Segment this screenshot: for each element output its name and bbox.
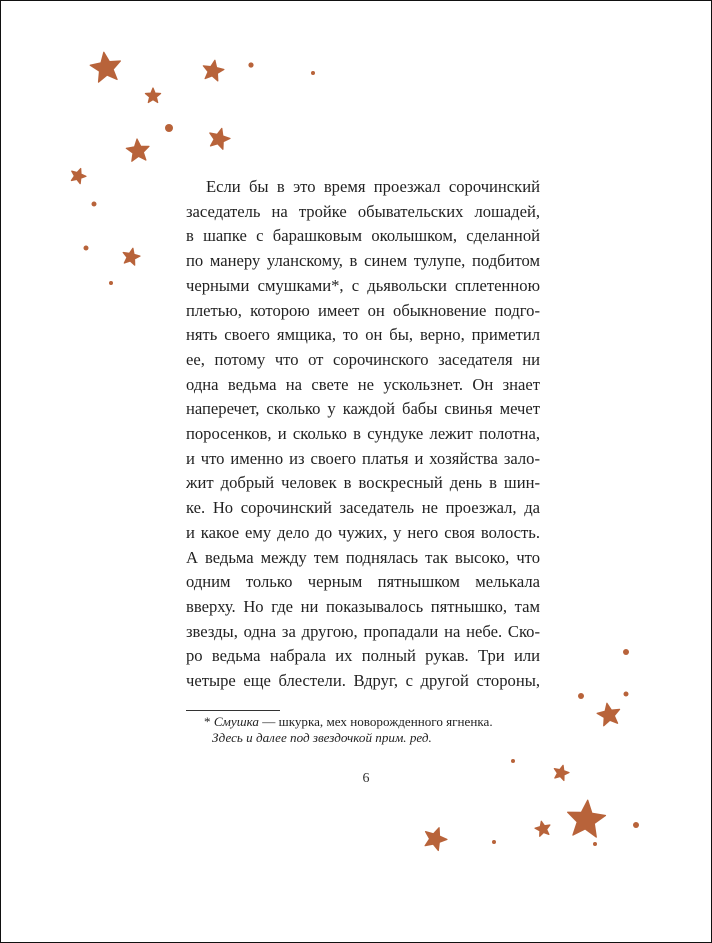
star-icon <box>210 128 230 149</box>
star-icon <box>123 248 140 265</box>
dot-icon <box>109 281 113 285</box>
dot-icon <box>578 693 584 699</box>
footnote-divider <box>186 710 280 711</box>
star-icon <box>535 821 550 836</box>
text-line: жит добрый человек в воскресный день в шин- <box>186 473 540 493</box>
footnote-editor-note: Здесь и далее под звездочкой прим. ред. <box>212 730 432 745</box>
dot-icon <box>92 202 97 207</box>
star-icon <box>145 88 160 103</box>
footnote-definition-text: — шкурка, мех новорожденного ягненка. <box>258 714 493 729</box>
star-icon <box>597 703 620 726</box>
text-line: в шапке с барашковым околышком, сделанной <box>186 226 540 246</box>
dot-icon <box>492 840 496 844</box>
text-line: одна ведьма на свете не ускользнет. Он знает <box>186 374 540 394</box>
text-line: по манеру уланскому, в синем тулупе, подбитом <box>186 251 540 271</box>
dot-icon <box>593 842 597 846</box>
star-icon <box>90 52 120 82</box>
text-line: ее, потому что от сорочинского заседателя ни <box>186 349 540 369</box>
dot-icon <box>311 71 315 75</box>
text-line: черными смушками*, с дьявольски сплетенною <box>186 275 540 295</box>
footnote-definition <box>186 714 540 730</box>
dot-icon <box>633 822 639 828</box>
text-line: А ведьма между тем поднялась так высоко, что <box>186 547 540 567</box>
dot-icon <box>165 124 173 132</box>
text-line: и что именно из своего платья и хозяйства зало- <box>186 448 540 468</box>
text-line: ро ведьма набрала их полный рукав. Три или <box>186 646 540 666</box>
dot-icon <box>511 759 515 763</box>
footnote-marker: * <box>204 714 214 729</box>
dot-icon <box>248 62 253 67</box>
star-icon <box>71 169 86 184</box>
star-icon <box>203 60 224 81</box>
text-line: ке. Но сорочинский заседатель не проезжал, да <box>186 498 540 518</box>
text-line: Если бы в это время проезжал сорочинский <box>206 177 540 196</box>
text-line: наперечет, сколько у каждой бабы свинья мечет <box>186 399 540 419</box>
body-text <box>186 175 540 694</box>
text-line: звезды, одна за другою, пропадали на небе. Ско- <box>186 621 540 641</box>
text-line: нять своего ямщика, то он бы, верно, приметил <box>186 325 540 345</box>
text-line: поросенков, и сколько в сундуке лежит полотна, <box>186 424 540 444</box>
text-line: и какое ему дело до чужих, у него своя волость. <box>186 522 540 542</box>
text-line: плетью, которою имеет он обыкновение подго- <box>186 300 540 320</box>
dot-icon <box>84 246 89 251</box>
text-line: четыре еще блестели. Вдруг, с другой стороны, <box>186 671 540 691</box>
text-line: вверху. Но где ни показывалось пятнышко, там <box>186 596 540 616</box>
star-icon <box>126 139 149 161</box>
star-icon <box>568 800 606 837</box>
star-icon <box>554 765 569 780</box>
text-line: одним только черным пятнышком мелькала <box>186 572 540 592</box>
page-number: 6 <box>362 771 370 786</box>
footnote <box>186 714 540 746</box>
star-icon <box>425 828 447 851</box>
dot-icon <box>623 649 629 655</box>
text-line: заседатель на тройке обывательских лошадей, <box>186 201 540 221</box>
dot-icon <box>624 692 629 697</box>
footnote-term: Смушка <box>213 714 259 729</box>
